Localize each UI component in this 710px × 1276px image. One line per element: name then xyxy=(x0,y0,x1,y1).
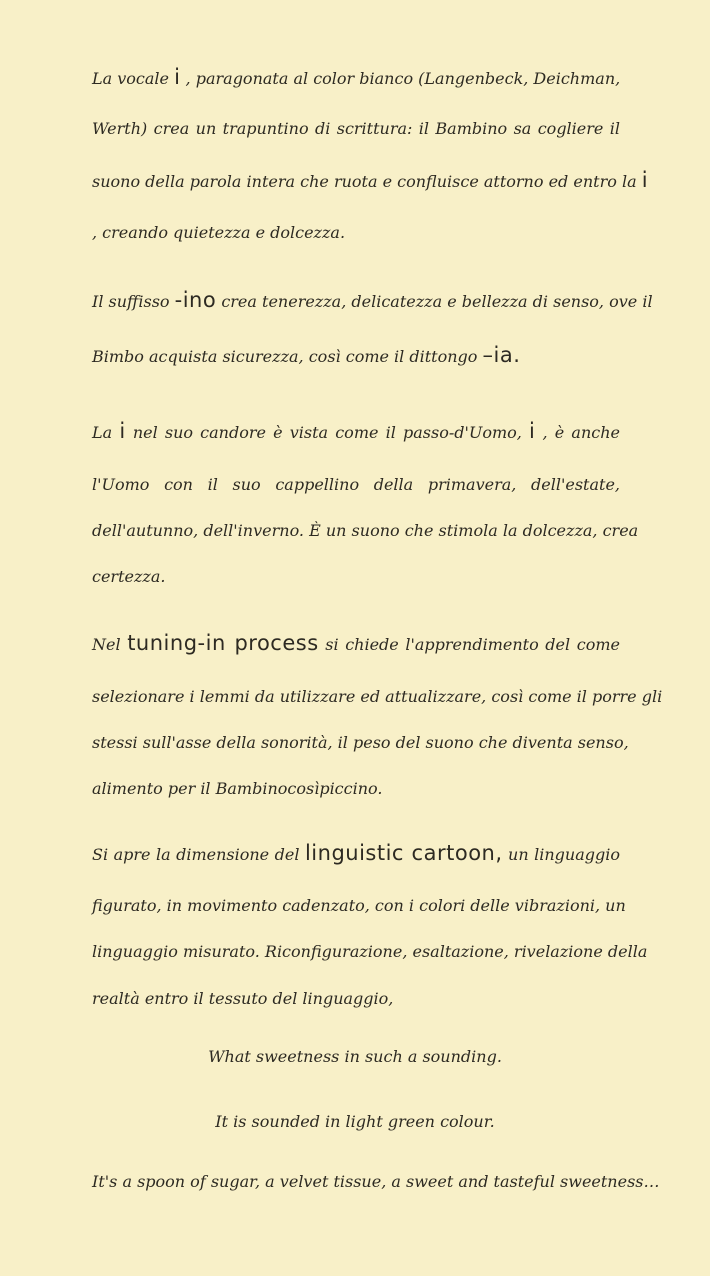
text-line xyxy=(92,416,620,446)
text-line: , creando quietezza e dolcezza. xyxy=(92,223,346,242)
english-quote-line: It is sounded in light green colour. xyxy=(215,1112,495,1131)
suffix-ino: -ino xyxy=(174,288,217,312)
text-line xyxy=(92,628,620,658)
term-linguistic-cartoon: linguistic cartoon, xyxy=(304,841,503,865)
text-segment: un linguaggio xyxy=(508,845,620,864)
text-segment: La xyxy=(92,423,113,442)
text-line: stessi sull'asse della sonorità, il peso del suono che diventa senso, xyxy=(92,733,629,752)
text-line: l'Uomo con il suo cappellino della primavera, dell'estate, xyxy=(92,475,620,494)
text-line xyxy=(92,62,620,92)
text-line: It's a spoon of sugar, a velvet tissue, a sweet and tasteful sweetness… xyxy=(92,1172,660,1191)
text-line: selezionare i lemmi da utilizzare ed attualizzare, così come il porre gli xyxy=(92,687,663,706)
text-line: alimento per il Bambinocosìpiccino. xyxy=(92,779,383,798)
text-segment: Bimbo acquista sicurezza, così come il dittongo xyxy=(92,347,478,366)
letter-i: i xyxy=(119,419,126,443)
text-line xyxy=(92,838,620,868)
term-tuning-in-process: tuning-in process xyxy=(127,631,319,655)
text-line: Werth) crea un trapuntino di scrittura: il Bambino sa cogliere il xyxy=(92,119,620,138)
letter-i: i xyxy=(529,419,536,443)
text-segment: Si apre la dimensione del xyxy=(92,845,300,864)
text-segment: Nel xyxy=(92,635,121,654)
text-line: figurato, in movimento cadenzato, con i colori delle vibrazioni, un xyxy=(92,896,626,915)
text-line xyxy=(92,340,620,370)
english-quote-line: What sweetness in such a sounding. xyxy=(208,1047,502,1066)
text-line: certezza. xyxy=(92,567,166,586)
letter-i: i xyxy=(174,65,181,89)
text-segment: nel suo candore è vista come il passo-d'Uomo, xyxy=(132,423,522,442)
text-segment: crea tenerezza, delicatezza e bellezza di senso, ove il xyxy=(221,292,653,311)
text-line xyxy=(92,285,653,315)
text-line xyxy=(92,165,649,195)
text-line: linguaggio misurato. Riconfigurazione, esaltazione, rivelazione della xyxy=(92,942,648,961)
text-segment: Il suffisso xyxy=(92,292,170,311)
diphthong-ia: –ia. xyxy=(482,343,521,367)
text-segment: , paragonata al color bianco (Langenbeck, Deichman, xyxy=(185,69,621,88)
text-segment: La vocale xyxy=(92,69,170,88)
text-line: realtà entro il tessuto del linguaggio, xyxy=(92,989,394,1008)
text-segment: suono della parola intera che ruota e confluisce attorno ed entro la xyxy=(92,172,637,191)
text-segment: si chiede l'apprendimento del come xyxy=(325,635,620,654)
letter-i: i xyxy=(641,168,649,192)
text-line: dell'autunno, dell'inverno. È un suono che stimola la dolcezza, crea xyxy=(92,521,639,540)
text-segment: , è anche xyxy=(542,423,620,442)
